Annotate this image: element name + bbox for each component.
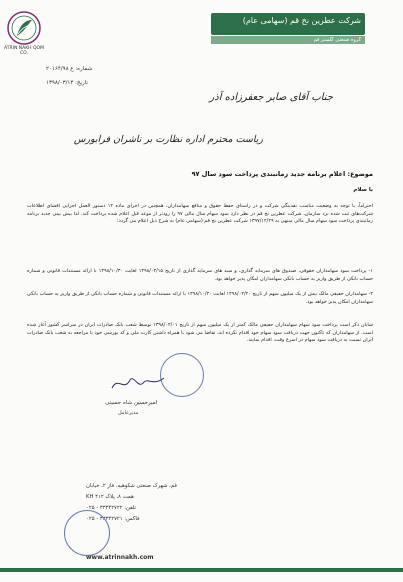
paragraph-item-2: ۲- سهامداران حقیقی مالک بیش از یک میلیون سهم از تاریخ ۱۳۹۸/۰۴/۲۰ لغایت ۱۳۹۸/۱۰/۳۰ با ارائه مستندات قانونی و شماره حساب بانکی از طریق واریز به حساب بانکی سهامداران امکان پذیر خواهد بود.	[27, 291, 374, 305]
recipient-title: ریاست محترم اداره نظارت بر ناشران فرابورس	[73, 134, 263, 145]
recipient-name: جناب آقای صابر جعفرزاده آذر	[209, 92, 333, 103]
letter-date: تاریخ: ۱۳۹۸/۰۳/۱۳	[46, 80, 88, 86]
phone-number: تلفن: ۳۳۳۴۲۷۲۲ - ۰۲۵	[86, 505, 137, 511]
footer-bar	[0, 568, 403, 572]
company-name: شرکت عطرین نخ قم (سهامی عام)	[242, 16, 361, 25]
signer-title: مدیرعامل	[118, 410, 139, 416]
group-line: گروه صنعتی گلستر قم	[313, 36, 361, 43]
signer-name: امیرحسین شاه حسینی	[105, 400, 158, 406]
website-link[interactable]: www.atrinnakh.com	[86, 554, 154, 561]
company-logo-icon	[6, 10, 42, 46]
address-line-2: همت ۸، پلاک ۴۱۲ KH	[86, 494, 134, 500]
signature-icon	[108, 370, 168, 396]
paragraph-note: شایان ذکر است پرداخت سود سهام سهامداران حقیقی مالک کمتر از یک میلیون سهم از تاریخ ۱۳۹۸/۰۴/۰۱ توسط شعب بانک صادرات ایران در سراسر کشور آغاز شده است. از سهامداران که تاکنون جهت دریافت سود سهام خود اقدام نکرده اند، تقاضا می شود با همراه داشتن کارت ملی و کد بورسی خود با مراجعه به شعب بانک صادرات ایران نسبت به دریافت سود سهام در اسرع وقت، اقدام نمایند.	[27, 322, 373, 344]
address-line-1: قم، شهرک صنعتی شکوهیه، فاز ۲، خیابان	[86, 483, 177, 489]
logo-text: ATRIN NAKH QOM CO.	[4, 46, 44, 56]
greeting: با سلام	[353, 187, 373, 193]
footer-stamp-icon	[64, 510, 110, 556]
letter-subject: موضوع: اعلام برنامه جدید زمانبندی پرداخت سود سال ۹۷	[191, 170, 373, 178]
letter-number: شماره: ع ۲۰۱۶۴/۹۸	[46, 66, 93, 72]
paragraph-item-1: ۱- پرداخت سود سهامداران حقوقی، صندوق های سرمایه گذاری، و سبد های سرمایه گذاری از تاریخ ۱۳۹۸/۰۴/۱۵ لغایت ۱۳۹۸/۱۰/۳۰ با ارائه مستندات قانونی و شماره حساب بانکی از طریق واریز به حساب بانکی سهامداران امکان پذیر خواهد بود.	[27, 268, 373, 282]
fax-number: فاکس: ۳۳۳۴۲۷۲۱ - ۰۲۵	[86, 516, 140, 522]
paragraph-intro: احتراماً، با توجه به وضعیت مناسب نقدینگی شرکت و در راستای حفظ حقوق و منافع سهامداران، همچنین در اجرای ماده ۱۲ دستور العمل اجرایی افشای اطلاعات شرکت‌های ثبت شده نزد سازمان، شرکت عطرین نخ قم در نظر دارد سود سهام سال مالی ۹۷ را زودتر از موعد قبل اعلام شده پرداخت کند. لذا بیش بینی جدید برنامه زمانبندی پرداخت سود سهام سال مالی منتهی به ۱۳۹۷/۱۲/۲۹ شرکت عطرین نخ قم (سهامی عام) به شرح ذیل اعلام می گردد:	[27, 203, 373, 225]
